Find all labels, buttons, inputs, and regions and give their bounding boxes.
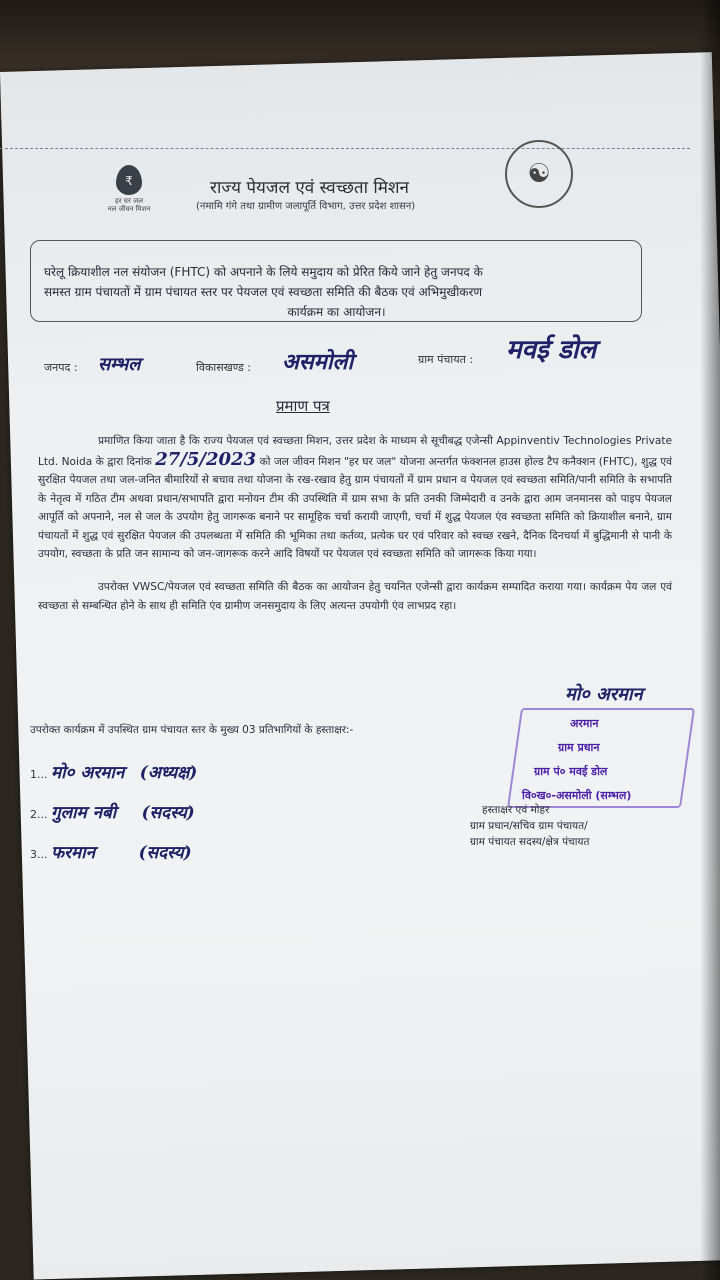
participant-number: 1... [30,768,48,781]
participant-name: फरमान [51,843,96,863]
participant-number: 3... [30,848,48,861]
para1-part-a: प्रमाणित किया जाता है कि राज्य पेयजल एवं स्वच्छता मिशन, उत्तर प्रदेश के माध्यम से सूचीबद्ध एजेन्सी Appinventiv Technologies Private Ltd. Noida के द्वारा दिनांक [38,435,672,468]
topic-line-3: कार्यक्रम का आयोजन। [287,305,386,319]
sign-line-3: ग्राम पंचायत सदस्य/क्षेत्र पंचायत [470,836,590,848]
mission-subtitle: (नमामि गंगे तथा ग्रामीण जलापूर्ति विभाग, उत्तर प्रदेश शासन) [196,201,416,212]
sign-line-2: ग्राम प्रधान/सचिव ग्राम पंचायत/ [470,820,588,832]
top-dashed-line [0,148,690,149]
participant-name: गुलाम नबी [51,803,117,823]
panchayat-value: मवई डोल [506,335,597,365]
stamp-line-3: ग्राम पं० मवई डोल [534,765,608,778]
participant-name: मो० अरमान [51,763,125,783]
certificate-date: 27/5/2023 [155,448,257,470]
panchayat-label: ग्राम पंचायत : [418,353,474,366]
mission-title: राज्य पेयजल एवं स्वच्छता मिशन [210,178,409,198]
block-value: असमोली [282,349,354,375]
participant-role: (अध्यक्ष) [139,763,198,783]
participant-role: (सदस्य) [138,843,192,863]
certificate-title: प्रमाण पत्र [276,397,330,415]
district-label: जनपद : [44,361,78,374]
participant-role: (सदस्य) [141,803,195,823]
jal-jeevan-mission-logo [100,165,158,225]
page-edge-shadow [700,0,720,1280]
para2-text: उपरोक्त VWSC/पेयजल एवं स्वच्छता समिति की बैठक का आयोजन हेतु चयनित एजेन्सी द्वारा कार्यक्रम सम्पादित कराया गया। कार्यक्रम पेय जल एवं स्वच्छता से सम्बन्धित होने के साथ ही समिति एंव ग्रामीण जनसमुदाय के लिए अत्यन्त उपयोगी एंव लाभप्रद रहा। [38,581,672,612]
certificate-paragraph-1 [38,432,672,564]
signature-designation [470,802,590,850]
stamp-line-4: वि०ख०-असमोली (सम्भल) [522,789,632,802]
stamp-line-2: ग्राम प्रधान [558,741,600,754]
logo-caption: हर घर जल नल जीवन मिशन [107,197,151,213]
participants-heading: उपरोक्त कार्यक्रम में उपस्थित ग्राम पंचायत स्तर के मुख्य 03 प्रतिभागियों के हस्ताक्षर:- [30,724,354,736]
topic-line-2: समस्त ग्राम पंचायतों में ग्राम पंचायत स्तर पर पेयजल एवं स्वच्छता समिति की बैठक एवं अभिमुखीकरण [44,285,483,299]
block-label: विकासखण्ड : [196,361,252,374]
topic-line-1: घरेलू क्रियाशील नल संयोजन (FHTC) को अपनाने के लिये समुदाय को प्रेरित किये जाने हेतु जनपद के [44,265,483,279]
pradhan-signature: मो० अरमान [565,684,643,705]
participant-row [30,840,192,863]
participant-row [30,800,195,823]
participant-number: 2... [30,808,48,821]
certificate-paragraph-2 [38,578,672,615]
topic-text [44,262,629,322]
water-drop-icon: ₹ [116,165,142,195]
district-value: सम्भल [98,354,141,375]
stamp-line-1: अरमान [570,717,599,730]
participant-row [30,760,197,783]
official-stamp [508,708,688,808]
para1-part-b: को जल जीवन मिशन "हर घर जल" योजना अन्तर्गत फंक्शनल हाउस होल्ड टैप कनैक्शन (FHTC), शुद्ध एवं सुरक्षित पेयजल तथा जल-जनित बीमारियों से बचाव तथा योजना के रख-रखाव हेतु ग्राम पंचायतों में ग्राम प्रधान व पेयजल एवं स्वच्छता समिति/पानी समिति के सभापति के नेतृत्व में गठित टीम अथवा प्रधान/सभापति द्वारा मनोयन टीम की उपस्थिति में ग्राम सभा के प्रति उनकी जिम्मेदारी व उनके द्वारा आम जनमानस को पाइप पेयजल आपूर्ति को अपनाने, नल से जल के उपयोग हेतु जागरूक बनाने पर सामूहिक चर्चा करायी जाएगी, चर्चा में शुद्ध पेयजल एंव स्वच्छता समिति को क्रियाशील बनाने, ग्राम पंचायतों में शुद्ध एवं सुरक्षित पेयजल की उपलब्धता में समिति की भूमिका तथा कर्तव्य, प्रत्येक घर एवं परिवार को स्वच्छ रखने, दैनिक दिनचर्या में बुद्धिमानी से पानी के उपयोग, स्वच्छता के प्रति जन सामान्य को जन-जागरूक करने आदि विषयों पर पेयजल एवं स्वच्छता समिति को जागरूक किया गया। [38,455,673,560]
up-state-emblem-icon: ☯ [505,140,573,208]
sign-line-1: हस्ताक्षर एवं मोहर [482,804,550,816]
